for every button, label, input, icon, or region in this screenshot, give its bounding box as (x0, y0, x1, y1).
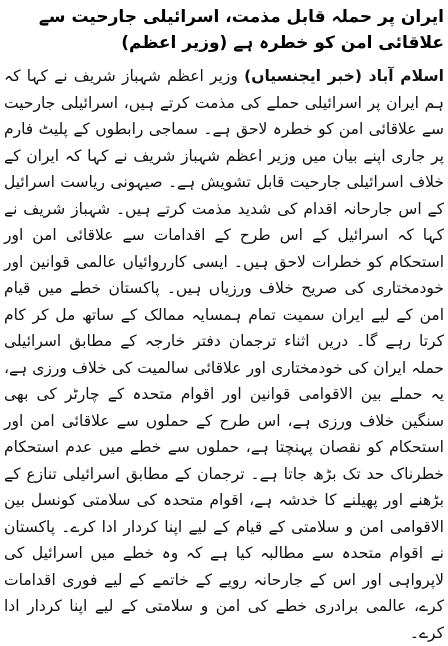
news-article (4, 4, 444, 642)
article-dateline: اسلام آباد (خبر ایجنسیاں) (244, 67, 444, 85)
article-body (4, 63, 444, 646)
article-body-text: وزیر اعظم شہباز شریف نے کہا کہ ہم ایران پر اسرائیلی حملے کی مذمت کرتے ہیں، اسرائیلی جارحیت سے علاقائی امن کو خطرہ لاحق ہے۔ سماجی رابطوں کے پلیٹ فارم پر جاری اپنے بیان میں وزیر اعظم شہباز شریف نے کہا کہ ایران کے خلاف اسرائیلی جارحیت قابل تشویش ہے۔ صیہونی ریاست اسرائیل کے اس جارحانہ اقدام کی شدید مذمت کرتے ہیں۔ شہباز شریف نے کہا کہ اسرائیل کے اس طرح کے اقدامات سے علاقائی امن اور استحکام کو خطرات لاحق ہیں۔ ایسی کارروائیاں عالمی قوانین اور خودمختاری کی صریح خلاف ورزیاں ہیں۔ پاکستان خطے میں قیام امن کے لیے ایران سمیت تمام ہمسایہ ممالک کے ساتھ مل کر کام کرتا رہے گا۔ دریں اثناء ترجمان دفتر خارجہ کے مطابق اسرائیلی حملہ ایران کی خودمختاری اور علاقائی سالمیت کی خلاف ورزی ہے، یہ حملے بین الاقوامی قوانین اور اقوام متحدہ کے چارٹر کی بھی سنگین خلاف ورزی ہے، اس طرح کے حملوں سے علاقائی امن اور استحکام کو نقصان پہنچتا ہے، حملوں سے خطے میں عدم استحکام خطرناک حد تک بڑھ جاتا ہے۔ ترجمان کے مطابق اسرائیلی تنازع کے بڑھنے اور پھیلنے کا خدشہ ہے، اقوام متحدہ کی سلامتی کونسل بین الاقوامی امن و سلامتی کے قیام کے لیے اپنا کردار ادا کرے۔ پاکستان نے اقوام متحدہ سے مطالبہ کیا ہے کہ وہ خطے میں اسرائیل کی لاپرواہی اور اس کے جارحانہ رویے کے خاتمے کے لیے فوری اقدامات کرے، عالمی برادری خطے کی امن و سلامتی کے لیے اپنا کردار ادا کرے۔ (4, 67, 444, 642)
article-headline: ایران پر حملہ قابل مذمت، اسرائیلی جارحیت سے علاقائی امن کو خطرہ ہے (وزیر اعظم) (38, 7, 444, 53)
